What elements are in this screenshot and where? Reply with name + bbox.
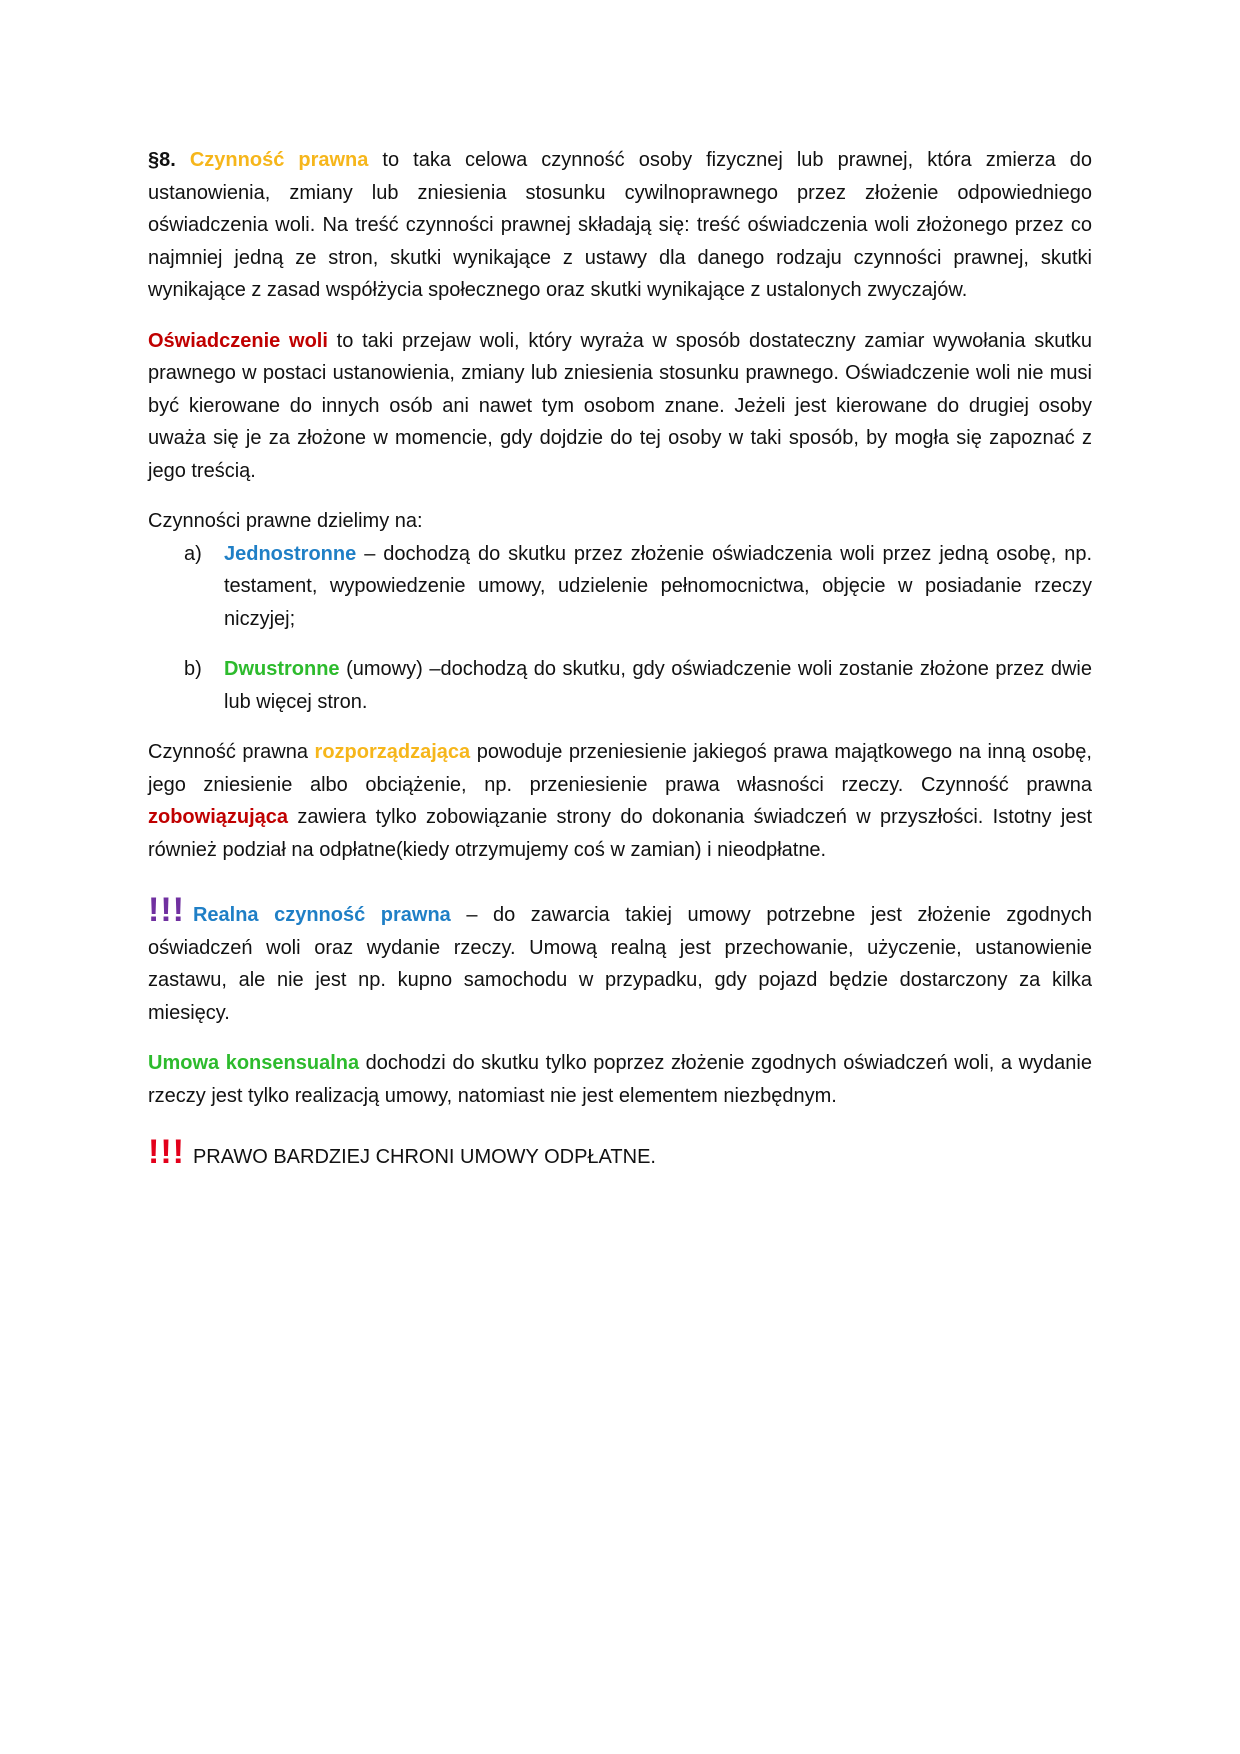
term-rozporzadzajaca: rozporządzająca: [314, 741, 471, 763]
list-item-text: – dochodzą do skutku przez złożenie oświadczenia woli przez jedną osobę, np. testament, wypowiedzenie umowy, udzielenie pełnomocnictwa, objęcie w posiadanie rzeczy niczyjej;: [224, 542, 1092, 630]
paragraph-text: to taka celowa czynność osoby fizycznej lub prawnej, która zmierza do ustanowienia, zmiany lub zniesienia stosunku cywilnoprawnego przez złożenie odpowiedniego oświadczenia woli. Na treść czynności prawnej składają się: treść oświadczenia woli złożonego przez co najmniej jedną ze stron, skutki wynikające z ustawy dla danego rodzaju czynności prawnej, skutki wynikające z zasad współżycia społecznego oraz skutki wynikające z ustalonych zwyczajów.: [148, 149, 1092, 301]
term-dwustronne: Dwustronne: [224, 658, 340, 680]
list-marker: b): [184, 658, 202, 680]
paragraph-text: zawiera tylko zobowiązanie strony do dokonania świadczeń w przyszłości. Istotny jest również podział na odpłatne(kiedy otrzymujemy coś w zamian) i nieodpłatne.: [148, 806, 1092, 861]
term-realna-czynnosc-prawna: Realna czynność prawna: [192, 904, 451, 926]
term-czynnosc-prawna: Czynność prawna: [189, 149, 369, 171]
paragraph-czynnosc-prawna: [148, 144, 1092, 307]
division-list: [148, 538, 1092, 719]
paragraph-text: – do zawarcia takiej umowy potrzebne jest złożenie zgodnych oświadczeń woli oraz wydanie rzeczy. Umową realną jest przechowanie, użyczenie, ustanowienie zastawu, ale nie jest np. kupno samochodu w przypadku, gdy pojazd będzie dostarczony za kilka miesięcy.: [148, 904, 1092, 1024]
paragraph-text: dochodzi do skutku tylko poprzez złożenie zgodnych oświadczeń woli, a wydanie rzeczy jest tylko realizacją umowy, natomiast nie jest elementem niezbędnym.: [148, 1052, 1092, 1107]
section-number: §8.: [148, 149, 176, 171]
note-text: PRAWO BARDZIEJ CHRONI UMOWY ODPŁATNE.: [192, 1146, 656, 1168]
list-item-text: (umowy) –dochodzą do skutku, gdy oświadczenie woli zostanie złożone przez dwie lub więcej stron.: [224, 658, 1092, 713]
list-marker: a): [184, 542, 202, 565]
exclamation-icon: !!!: [148, 1133, 185, 1171]
term-zobowiazujaca: zobowiązująca: [148, 806, 289, 828]
term-oswiadczenie-woli: Oświadczenie woli: [148, 329, 328, 352]
term-umowa-konsensualna: Umowa konsensualna: [148, 1052, 360, 1074]
paragraph-text: to taki przejaw woli, który wyraża w sposób dostateczny zamiar wywołania skutku prawnego w postaci ustanowienia, zmiany lub zniesienia stosunku prawnego. Oświadczenie woli nie musi być kierowane do innych osób ani nawet tym osobom znane. Jeżeli jest kierowane do drugiej osoby uważa się je za złożone w momencie, gdy dojdzie do tej osoby w taki sposób, by mogła się zapoznać z jego treścią.: [148, 329, 1092, 482]
list-intro: Czynności prawne dzielimy na:: [148, 510, 423, 532]
paragraph-rozporzadzajaca: [148, 736, 1092, 866]
exclamation-icon: !!!: [148, 891, 185, 929]
term-jednostronne: Jednostronne: [224, 542, 357, 565]
paragraph-text: powoduje przeniesienie jakiegoś prawa majątkowego na inną osobę, jego zniesienie albo obciążenie, np. przeniesienie prawa własności rzeczy. Czynność prawna: [148, 741, 1092, 796]
paragraph-text: Czynność prawna: [148, 741, 315, 763]
document-body: [148, 144, 1092, 1174]
list-item: [148, 538, 1092, 636]
paragraph-note: [148, 1133, 1092, 1174]
paragraph-realna: [148, 891, 1092, 1029]
list-item: [148, 653, 1092, 718]
paragraph-konsensualna: [148, 1047, 1092, 1112]
paragraph-oswiadczenie-woli: [148, 325, 1092, 488]
